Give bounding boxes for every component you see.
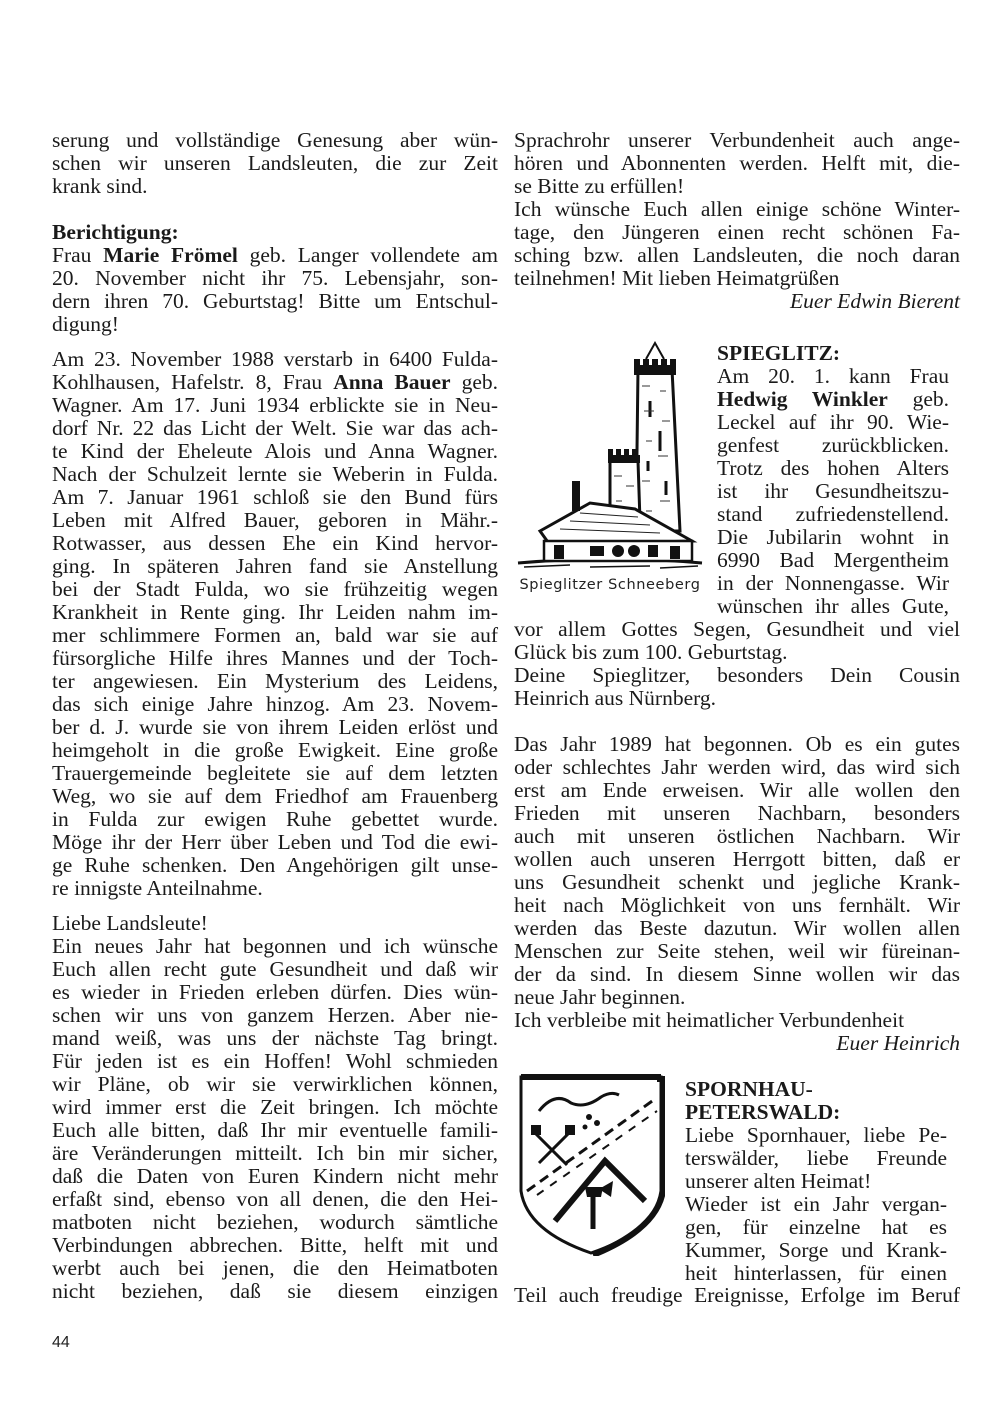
section-heading: SPORNHAU-	[685, 1077, 813, 1101]
text-line: Frieden mit unseren Nachbarn, besonders	[514, 801, 960, 825]
text-line: Heinrich aus Nürnberg.	[514, 686, 717, 710]
text-line: Kummer, Sorge und Krank-	[685, 1238, 947, 1262]
figure-caption: Spieglitzer Schneeberg	[519, 577, 701, 593]
text-line: mer schlimmere Formen an, bald war sie auf	[52, 623, 498, 647]
text-line: mand weiß, was uns der nächste Tag bringt.	[52, 1026, 498, 1050]
text-line: stand zufriedenstellend.	[717, 502, 949, 526]
text-line: der da sind. In diesem Sinne wollen wir das	[514, 962, 960, 986]
text-line: wir Pläne, ob wir sie verwirklichen können,	[52, 1072, 498, 1096]
letter-salutation: Liebe Landsleute!	[52, 911, 208, 935]
spornhau-continuation	[514, 1284, 960, 1307]
spieglitz-line: Hedwig Winkler geb.	[717, 387, 949, 411]
text-line: Trotz des hohen Alters	[717, 456, 949, 480]
text-line: wird immer erst die Zeit bringen. Ich möchte	[52, 1095, 498, 1119]
person-name: Marie Frömel	[103, 243, 238, 267]
tower-figure	[510, 341, 710, 603]
text-line: Euch allen recht gute Gesundheit und daß wir	[52, 957, 498, 981]
text-line: digung!	[52, 312, 119, 336]
text-line: Wagner. Am 17. Juni 1934 erblickte sie in Neu-	[52, 393, 498, 417]
text-line: schen wir uns von ganzem Herzen. Aber nie-	[52, 1003, 498, 1027]
text-line: krank sind.	[52, 174, 148, 198]
text-line: wollen auch unseren Herrgott bitten, daß er	[514, 847, 960, 871]
shield-figure	[515, 1071, 665, 1251]
text-line: dern ihren 70. Geburtstag! Bitte um Entschul-	[52, 289, 498, 313]
correction-heading: Berichtigung:	[52, 220, 179, 244]
text-line: Leben mit Alfred Bauer, geboren in Mähr.-	[52, 508, 498, 532]
text-line: ber d. J. wurde sie von ihrem Leiden erlöst und	[52, 715, 498, 739]
letter-section	[52, 912, 498, 1303]
text-line: Deine Spieglitzer, besonders Dein Cousin	[514, 663, 960, 687]
text-line: neue Jahr beginnen.	[514, 985, 686, 1009]
text-line: Sprachrohr unserer Verbundenheit auch ange-	[514, 128, 960, 152]
text-line: Verbindungen abbrechen. Bitte, helft mit und	[52, 1233, 498, 1257]
spieglitz-line: Am 20. 1. kann Frau	[717, 364, 949, 388]
text-line: werden das Beste dazutun. Wir wollen allen	[514, 916, 960, 940]
text-line: Menschen zur Seite stehen, weil wir füreinan-	[514, 939, 960, 963]
text-line: in der Nonnengasse. Wir	[717, 571, 949, 595]
text-line: matboten nicht beziehen, wodurch sämtliche	[52, 1210, 498, 1234]
tower-illustration-icon	[510, 341, 710, 573]
text-line: wünschen ihr alles Gute,	[717, 594, 949, 618]
letter-continuation	[514, 129, 960, 290]
text-line: erfaßt sind, ebenso von all denen, die den Hei-	[52, 1187, 498, 1211]
text-line: Am 7. Januar 1961 schloß sie den Bund fürs	[52, 485, 498, 509]
text-line: Krankheit in Rente ging. Ihr Leiden nahm im-	[52, 600, 498, 624]
text-line: Das Jahr 1989 hat begonnen. Ob es ein gutes	[514, 732, 960, 756]
left-column	[52, 129, 498, 1303]
text-line: tage, den Jüngeren einen recht schönen Fa-	[514, 220, 960, 244]
person-name: Hedwig Winkler	[717, 387, 888, 411]
obituary-line: Kohlhausen, Hafelstr. 8, Frau Anna Bauer geb.	[52, 370, 498, 394]
text-line: werbt auch bei jenen, die den Heimatboten	[52, 1256, 498, 1280]
text-line: Leckel auf ihr 90. Wie-	[717, 410, 949, 434]
text-line: in Fulda zur ewigen Ruhe gebettet wurde.	[52, 807, 498, 831]
text-line: dorf Nr. 22 das Licht der Welt. Sie war das ach-	[52, 416, 498, 440]
right-column	[514, 129, 960, 313]
text-line: nicht beziehen, daß sie diesem einzigen	[52, 1279, 498, 1303]
text-line: bei der Stadt Fulda, wo sie frühzeitig wegen	[52, 577, 498, 601]
spieglitz-continuation	[514, 618, 960, 1055]
text-line: Teil auch freudige Ereignisse, Erfolge im Beruf	[514, 1283, 960, 1307]
text-line: ge Ruhe schenken. Den Angehörigen gilt unse-	[52, 853, 498, 877]
text-line: serung und vollständige Genesung aber wün-	[52, 128, 498, 152]
person-name: Anna Bauer	[333, 370, 451, 394]
text-line: fürsorgliche Hilfe ihres Mannes und der Toch-	[52, 646, 498, 670]
section-heading: PETERSWALD:	[685, 1100, 841, 1124]
text-line: 6990 Bad Mergentheim	[717, 548, 949, 572]
text-line: Ein neues Jahr hat begonnen und ich wünsche	[52, 934, 498, 958]
text-line: ter angewiesen. Ein Mysterium des Leidens,	[52, 669, 498, 693]
text-line: auch mit unseren östlichen Nachbarn. Wir	[514, 824, 960, 848]
text-line: Euch alle bitten, daß Ihr mir eventuelle famili-	[52, 1118, 498, 1142]
text-line: Weg, wo sie auf dem Friedhof am Frauenberg	[52, 784, 498, 808]
text-line: heit hinterlassen, für einen	[685, 1261, 947, 1285]
text-line: das sich einige Jahre hinzog. Am 23. Novem-	[52, 692, 498, 716]
text-line: te Kind der Eheleute Alois und Anna Wagner.	[52, 439, 498, 463]
signature-heinrich: Euer Heinrich	[836, 1031, 960, 1055]
text-line: erst am Ende erweisen. Wir alle wollen den	[514, 778, 960, 802]
text-line: Die Jubilarin wohnt in	[717, 525, 949, 549]
text-line: gen, für einzelne hat es	[685, 1215, 947, 1239]
text-line: Glück bis zum 100. Geburtstag.	[514, 640, 788, 664]
new-year-paragraph	[514, 733, 960, 1032]
correction-line: Frau Marie Frömel geb. Langer vollendete am	[52, 243, 498, 267]
text-line: äre Veränderungen mitteilt. Ich bin mir sicher,	[52, 1141, 498, 1165]
obituary-section	[52, 348, 498, 900]
text-line: terswälder, liebe Freunde	[685, 1146, 947, 1170]
section-heading: SPIEGLITZ:	[717, 341, 841, 365]
text-line: Wieder ist ein Jahr vergan-	[685, 1192, 947, 1216]
text-line: Ich wünsche Euch allen einige schöne Winter-	[514, 197, 960, 221]
text-line: unserer alten Heimat!	[685, 1169, 872, 1193]
text-line: se Bitte zu erfüllen!	[514, 174, 685, 198]
text-line: genfest zurückblicken.	[717, 433, 949, 457]
text-line: Ich verbleibe mit heimatlicher Verbundenheit	[514, 1008, 905, 1032]
text-line: Möge ihr der Herr über Leben und Tod die ewi-	[52, 830, 498, 854]
signature-edwin: Euer Edwin Bierent	[790, 289, 960, 313]
text-line: vor allem Gottes Segen, Gesundheit und viel	[514, 617, 960, 641]
text-line: ist ihr Gesundheitszu-	[717, 479, 949, 503]
text-line: Liebe Spornhauer, liebe Pe-	[685, 1123, 947, 1147]
obituary-line: Am 23. November 1988 verstarb in 6400 Fulda-	[52, 347, 498, 371]
correction-section	[52, 221, 498, 336]
text-line: 20. November nicht ihr 75. Lebensjahr, son-	[52, 266, 498, 290]
text-line: daß die Daten von Euren Kindern nicht mehr	[52, 1164, 498, 1188]
text-line: ging. In späteren Jahren fand sie Anstellung	[52, 554, 498, 578]
page-number: 44	[52, 1334, 70, 1351]
text-line: re innigste Anteilnahme.	[52, 876, 263, 900]
text-line: Für jeden ist es ein Hoffen! Wohl schmieden	[52, 1049, 498, 1073]
text-line: heit nach Möglichkeit von uns fernhält. Wir	[514, 893, 960, 917]
text-line: teilnehmen! Mit lieben Heimatgrüßen	[514, 266, 840, 290]
coat-of-arms-shield-icon	[515, 1071, 665, 1256]
text-line: heimgeholt in die große Ewigkeit. Eine große	[52, 738, 498, 762]
spornhau-section	[685, 1078, 947, 1285]
intro-paragraph	[52, 129, 498, 198]
text-line: Trauergemeinde begleitete sie auf dem letzten	[52, 761, 498, 785]
text-line: Rotwasser, aus dessen Ehe ein Kind hervor-	[52, 531, 498, 555]
spieglitz-section	[717, 342, 949, 618]
text-line: sching bzw. allen Landsleuten, die noch daran	[514, 243, 960, 267]
text-line: schen wir unseren Landsleuten, die zur Zeit	[52, 151, 498, 175]
text-line: es wieder in Frieden erleben dürfen. Dies wün-	[52, 980, 498, 1004]
text-line: uns Gesundheit schenkt und jegliche Krank-	[514, 870, 960, 894]
text-line: Nach der Schulzeit lernte sie Weberin in Fulda.	[52, 462, 498, 486]
text-line: oder schlechtes Jahr werden wird, das wird sich	[514, 755, 960, 779]
text-line: hören und Abonnenten werden. Helft mit, die-	[514, 151, 960, 175]
